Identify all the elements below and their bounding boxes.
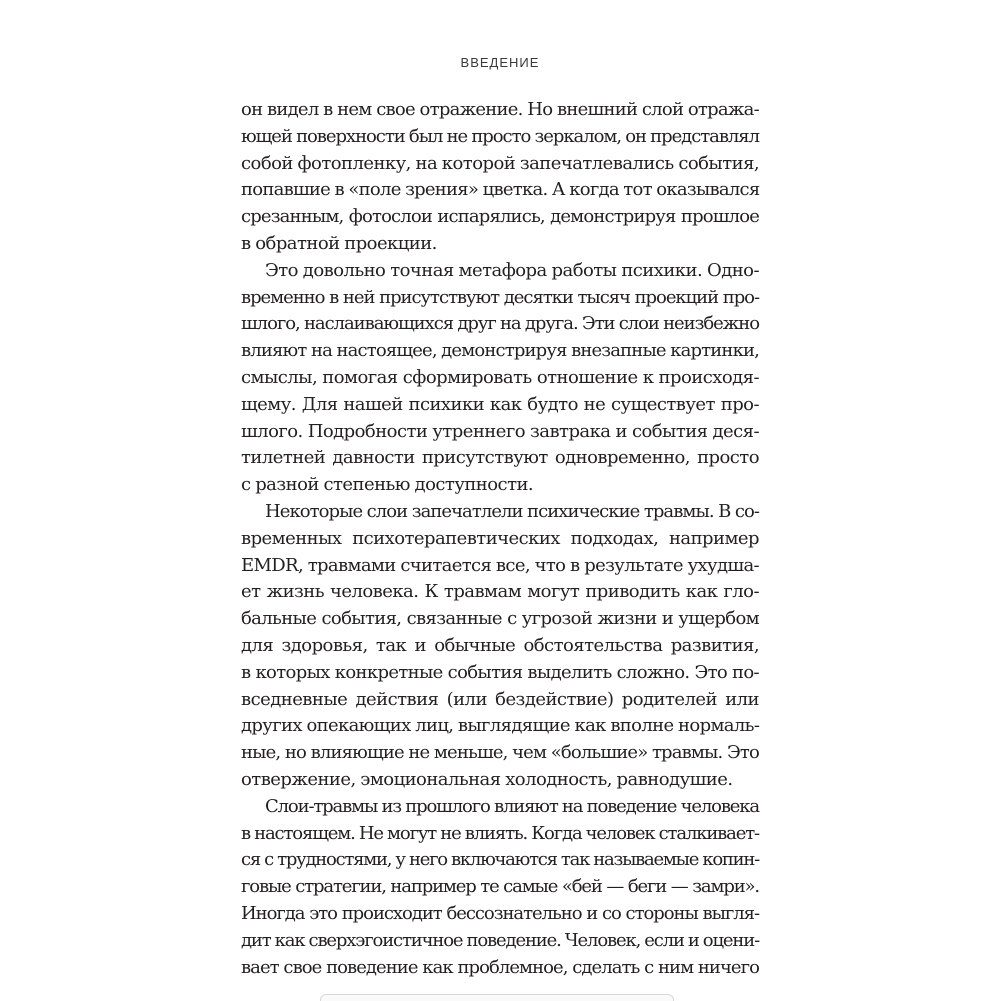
text-line: ет жизнь человека. К травмам могут приводить как гло-: [241, 581, 759, 603]
text-line: ющей поверхности был не просто зеркалом, он представлял: [241, 125, 759, 147]
text-line: отвержение, эмоциональная холодность, равнодушие.: [241, 768, 733, 790]
text-line: он видел в нем свое отражение. Но внешний слой отража-: [241, 99, 759, 120]
text-line: вседневные действия (или бездействие) родителей или: [241, 688, 759, 710]
text-line: влияют на настоящее, демонстрируя внезапные картинки,: [241, 340, 759, 362]
text-line: с разной степенью доступности.: [241, 474, 534, 496]
text-line: дит как сверхэгоистичное поведение. Человек, если и оцени-: [241, 929, 760, 951]
running-head: ВВЕДЕНИЕ: [460, 55, 540, 70]
text-line: смыслы, помогая сформировать отношение к происходя-: [241, 366, 759, 388]
text-line: в которых конкретные события выделить сложно. Это по-: [241, 661, 759, 683]
text-line: говые стратегии, например те самые «бей — беги — замри».: [241, 876, 759, 898]
text-line: Слои-травмы из прошлого влияют на поведение человека: [265, 795, 759, 817]
text-line: попавшие в «поле зрения» цветка. А когда тот оказывался: [241, 179, 760, 201]
text-line: в обратной проекции.: [241, 232, 437, 254]
text-line: собой фотопленку, на которой запечатлевались события,: [241, 152, 760, 174]
text-line: шлого. Подробности утреннего завтрака и события деся-: [241, 420, 759, 442]
text-line: других опекающих лиц, выглядящие как вполне нормаль-: [241, 715, 760, 737]
text-line: временных психотерапевтических подходах, например: [241, 527, 759, 549]
body-text: [241, 97, 759, 981]
text-line: временно в ней присутствуют десятки тысяч проекций про-: [241, 286, 759, 308]
text-line: в настоящем. Не могут не влиять. Когда человек сталкивает-: [241, 822, 759, 844]
text-line: EMDR, травмами считается все, что в результате ухудша-: [241, 554, 759, 576]
text-line: Иногда это происходит бессознательно и со стороны выгля-: [241, 902, 759, 924]
text-line: Это довольно точная метафора работы психики. Одно-: [265, 259, 759, 281]
text-line: бальные события, связанные с угрозой жизни и ущербом: [241, 608, 759, 630]
text-line: ся с трудностями, у него включаются так называемые копин-: [241, 849, 759, 871]
text-line: щему. Для нашей психики как будто не существует про-: [241, 393, 759, 415]
text-line: ные, но влияющие не меньше, чем «большие» травмы. Это: [241, 742, 759, 764]
text-line: срезанным, фотослои испарялись, демонстрируя прошлое: [241, 206, 759, 228]
text-line: для здоровья, так и обычные обстоятельства развития,: [241, 634, 759, 656]
text-line: шлого, наслаивающихся друг на друга. Эти слои неизбежно: [241, 313, 759, 335]
text-line: Некоторые слои запечатлели психические травмы. В со-: [265, 500, 759, 522]
text-line: тилетней давности присутствуют одновременно, просто: [241, 447, 759, 469]
text-line: вает свое поведение как проблемное, сделать с ним ничего: [241, 956, 759, 978]
